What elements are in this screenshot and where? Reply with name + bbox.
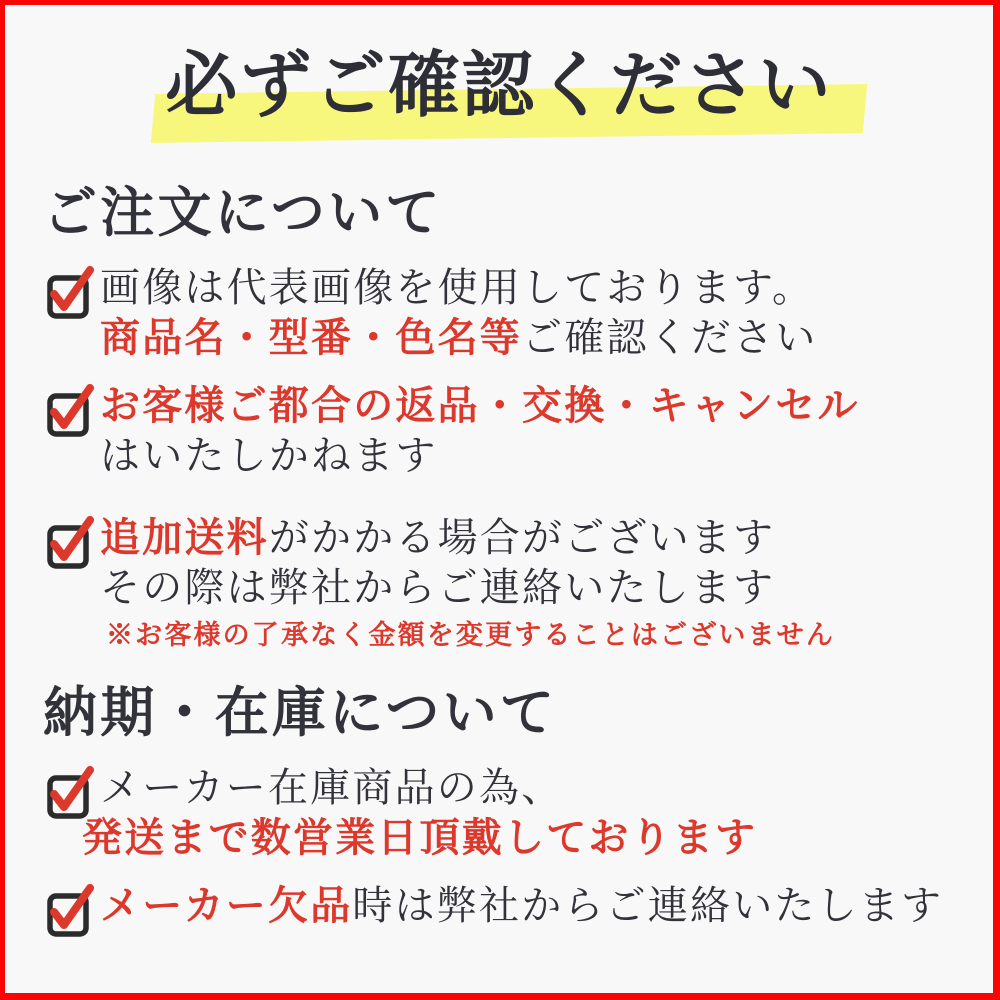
notice-item-text <box>100 263 817 363</box>
notice-text: メーカー在庫商品の為、 <box>100 765 564 811</box>
notice-footnote: ※お客様の了承なく金額を変更することはございません <box>106 620 835 651</box>
notice-item-representative-image <box>44 263 817 363</box>
page-title: 必ずご確認ください <box>165 42 833 127</box>
notice-item-text <box>100 381 860 481</box>
checkbox-checked-icon <box>44 265 94 321</box>
notice-item-returns <box>44 381 860 481</box>
notice-item-extra-shipping <box>44 513 835 653</box>
notice-item-maker-shortage <box>44 881 943 939</box>
notice-text: 画像は代表画像を使用しております。 <box>100 265 815 311</box>
notice-text-emphasis: メーカー欠品 <box>100 882 353 929</box>
notice-text-emphasis: お客様ご都合の返品・交換・キャンセル <box>100 382 860 429</box>
checkbox-checked-icon <box>44 383 94 439</box>
notice-text-emphasis: 商品名・型番・色名等 <box>100 314 522 361</box>
notice-text: 時は弊社からご連絡いたします <box>352 883 944 929</box>
notice-text-emphasis: 発送まで数営業日頂戴しております <box>82 814 758 861</box>
notice-text: その際は弊社からご連絡いたします <box>100 565 776 611</box>
notice-item-text <box>100 881 943 931</box>
notice-item-maker-stock <box>44 763 757 863</box>
section-heading-order: ご注文について <box>43 180 443 244</box>
checkbox-checked-icon <box>44 515 94 571</box>
notice-text-emphasis: 追加送料 <box>100 514 269 561</box>
notice-text: がかかる場合がございます <box>268 515 776 561</box>
notice-text: ご確認ください <box>522 315 818 361</box>
notice-text: はいたしかねます <box>100 433 438 479</box>
section-heading-delivery-stock: 納期・在庫について <box>43 680 558 744</box>
notice-item-text <box>82 763 758 863</box>
notice-item-text <box>100 513 835 653</box>
checkbox-checked-icon <box>44 883 94 939</box>
